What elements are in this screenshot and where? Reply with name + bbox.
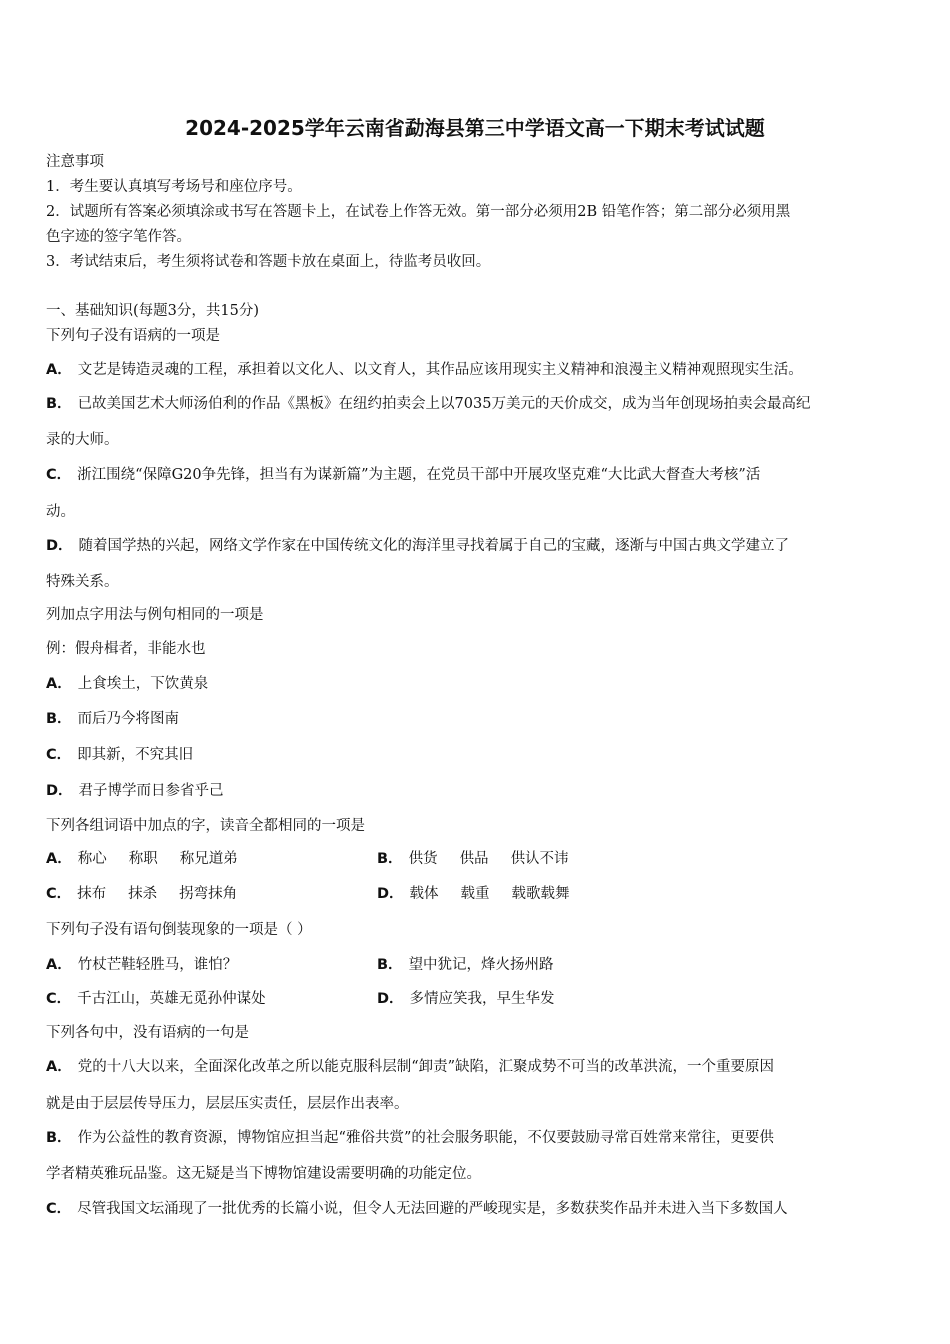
option-label: B． <box>46 711 72 727</box>
option-word: 抹杀 <box>128 886 158 902</box>
option-a <box>46 1057 774 1077</box>
option-label: D． <box>377 886 404 902</box>
option-word: 称心 <box>77 851 107 867</box>
option-label: D． <box>46 783 73 799</box>
option-label: A． <box>46 957 72 973</box>
option-label: B． <box>377 957 403 973</box>
option-text: 即其新，不究其旧 <box>77 747 194 763</box>
option-text: 文艺是铸造灵魂的工程，承担着以文化人、以文育人，其作品应该用现实主义精神和浪漫主义精神观照现实生活。 <box>77 362 803 378</box>
option-label: A． <box>46 851 72 867</box>
option-text: 已故美国艺术大师汤伯利的作品《黑板》在纽约拍卖会上以7035万美元的天价成交，成为当年创现场拍卖会最高纪 <box>77 396 811 412</box>
option-a <box>46 674 208 694</box>
option-text: 上食埃土，下饮黄泉 <box>77 676 209 692</box>
question-stem: 下列句子没有语句倒装现象的一项是（ ） <box>46 922 312 938</box>
option-word: 载体 <box>409 886 439 902</box>
option-word: 供认不讳 <box>510 851 569 867</box>
example-sentence: 例：假舟楫者，非能水也 <box>46 641 206 657</box>
option-label: B． <box>46 396 72 412</box>
option-d-cont: 特殊关系。 <box>46 574 119 590</box>
option-b <box>46 1128 774 1148</box>
option-c <box>46 884 237 904</box>
option-c <box>46 465 760 485</box>
option-word: 称职 <box>128 851 158 867</box>
option-label: A． <box>46 676 72 692</box>
question-stem: 下列各句中，没有语病的一句是 <box>46 1025 249 1041</box>
question-stem: 下列各组词语中加点的字，读音全都相同的一项是 <box>46 818 365 834</box>
option-label: D． <box>46 538 73 554</box>
option-b <box>377 955 554 975</box>
option-d <box>377 884 570 904</box>
option-b <box>46 709 179 729</box>
option-text: 尽管我国文坛涌现了一批优秀的长篇小说，但令人无法回避的严峻现实是，多数获奖作品并未进入当下多数国人 <box>77 1201 788 1217</box>
option-text: 随着国学热的兴起，网络文学作家在中国传统文化的海洋里寻找着属于自己的宝藏，逐渐与中国古典文学建立了 <box>78 538 790 554</box>
option-label: C． <box>46 1201 72 1217</box>
option-b-cont: 学者精英雅玩品鉴。这无疑是当下博物馆建设需要明确的功能定位。 <box>46 1166 481 1182</box>
option-a-cont: 就是由于层层传导压力，层层压实责任，层层作出表率。 <box>46 1096 409 1112</box>
option-label: C． <box>46 747 72 763</box>
notice-item: 色字迹的签字笔作答。 <box>46 229 191 245</box>
option-text: 浙江围绕“保障G20争先锋，担当有为谋新篇”为主题，在党员干部中开展攻坚克难“大比武大督查大考核”活 <box>77 467 761 483</box>
option-label: D． <box>377 991 404 1007</box>
question-stem: 列加点字用法与例句相同的一项是 <box>46 607 264 623</box>
option-text: 千古江山，英雄无觅孙仲谋处 <box>77 991 266 1007</box>
option-b <box>377 849 569 869</box>
option-d <box>46 781 224 801</box>
option-label: B． <box>377 851 403 867</box>
notice-item: 2．试题所有答案必须填涂或书写在答题卡上，在试卷上作答无效。第一部分必须用2B 铅笔作答；第二部分必须用黑 <box>46 204 791 220</box>
notice-item: 3．考试结束后，考生须将试卷和答题卡放在桌面上，待监考员收回。 <box>46 254 491 270</box>
option-word: 称兄道弟 <box>179 851 238 867</box>
option-word: 载歌载舞 <box>511 886 570 902</box>
notice-heading: 注意事项 <box>46 154 104 170</box>
option-word: 抹布 <box>77 886 107 902</box>
option-a <box>46 360 803 380</box>
option-text: 而后乃今将图南 <box>77 711 180 727</box>
option-label: C． <box>46 467 72 483</box>
option-b <box>46 394 810 414</box>
option-c-cont: 动。 <box>46 504 75 520</box>
section-heading: 一、基础知识(每题3分，共15分) <box>46 303 259 319</box>
notice-item: 1．考生要认真填写考场号和座位序号。 <box>46 179 302 195</box>
option-label: A． <box>46 1059 72 1075</box>
page-title: 2024-2025学年云南省勐海县第三中学语文高一下期末考试试题 <box>185 116 765 140</box>
option-label: C． <box>46 886 72 902</box>
option-text: 望中犹记，烽火扬州路 <box>408 957 554 973</box>
option-text: 竹杖芒鞋轻胜马，谁怕？ <box>77 957 238 973</box>
option-label: A． <box>46 362 72 378</box>
option-label: B． <box>46 1130 72 1146</box>
option-b-cont: 录的大师。 <box>46 432 119 448</box>
option-c <box>46 989 266 1009</box>
option-word: 供品 <box>459 851 489 867</box>
option-a <box>46 849 238 869</box>
option-a <box>46 955 237 975</box>
option-text: 多情应笑我，早生华发 <box>409 991 555 1007</box>
option-d <box>377 989 555 1009</box>
option-text: 作为公益性的教育资源，博物馆应担当起“雅俗共赏”的社会服务职能，不仅要鼓励寻常百姓常来常往，更要供 <box>77 1130 774 1146</box>
option-text: 党的十八大以来，全面深化改革之所以能克服科层制“卸责”缺陷，汇聚成势不可当的改革洪流，一个重要原因 <box>77 1059 775 1075</box>
option-label: C． <box>46 991 72 1007</box>
option-word: 供货 <box>408 851 438 867</box>
option-word: 载重 <box>460 886 490 902</box>
option-c <box>46 1199 788 1219</box>
option-d <box>46 536 789 556</box>
option-c <box>46 745 193 765</box>
option-text: 君子博学而日参省乎己 <box>78 783 224 799</box>
option-word: 拐弯抹角 <box>179 886 238 902</box>
question-stem: 下列句子没有语病的一项是 <box>46 328 220 344</box>
